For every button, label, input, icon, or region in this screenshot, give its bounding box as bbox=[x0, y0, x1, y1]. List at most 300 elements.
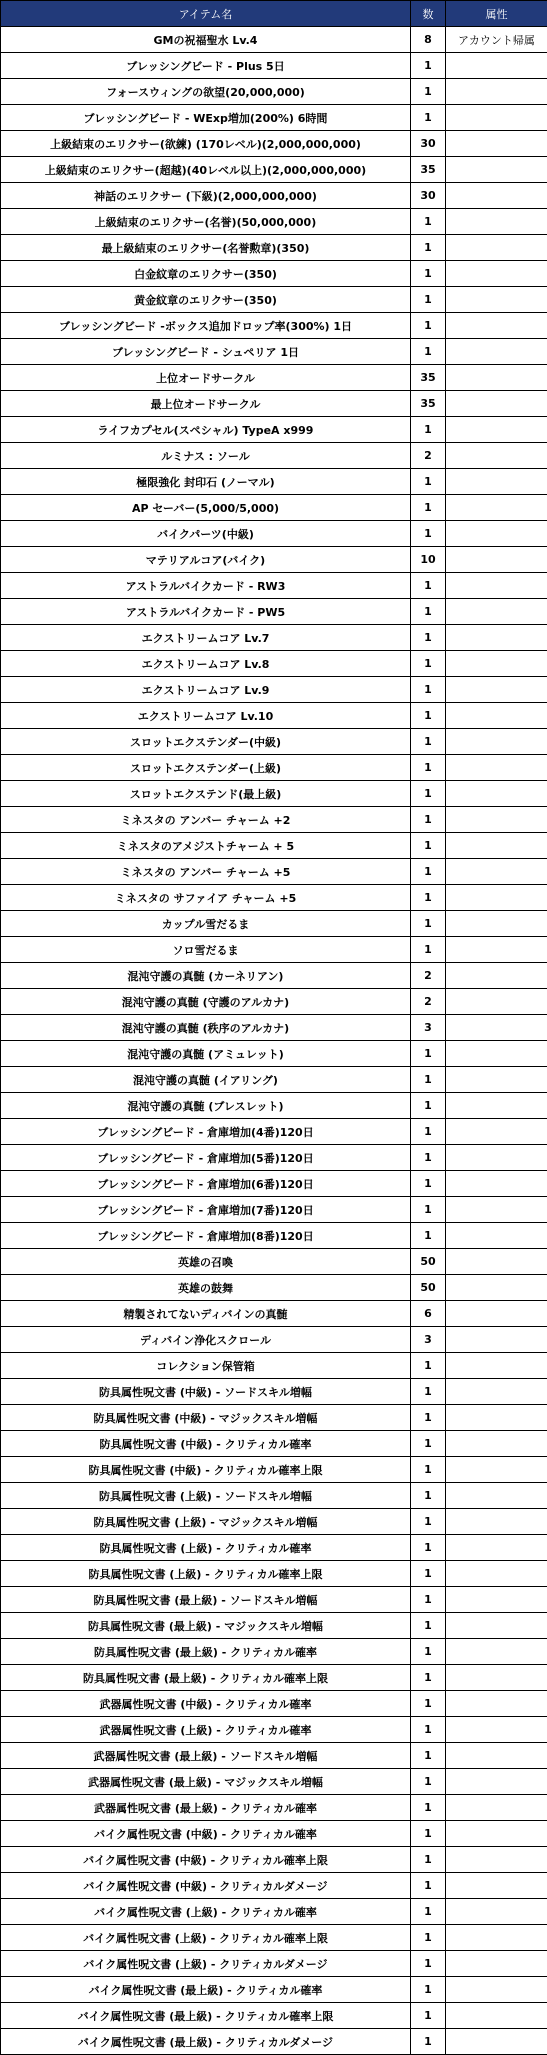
quantity-cell: 1 bbox=[411, 807, 446, 833]
item-name-cell: ブレッシングビード - 倉庫増加(8番)120日 bbox=[1, 1223, 411, 1249]
table-row bbox=[1, 885, 547, 911]
quantity-cell: 1 bbox=[411, 2029, 446, 2055]
quantity-cell: 1 bbox=[411, 781, 446, 807]
attribute-cell bbox=[446, 1327, 547, 1353]
item-name-cell: バイクパーツ(中級) bbox=[1, 521, 411, 547]
attribute-cell bbox=[446, 391, 547, 417]
quantity-cell: 1 bbox=[411, 209, 446, 235]
item-name-cell: ブレッシングビード - 倉庫増加(6番)120日 bbox=[1, 1171, 411, 1197]
attribute-cell bbox=[446, 703, 547, 729]
table-row bbox=[1, 1197, 547, 1223]
table-row bbox=[1, 1457, 547, 1483]
attribute-cell bbox=[446, 1275, 547, 1301]
item-name-cell: 武器属性呪文書 (中級) - クリティカル確率 bbox=[1, 1691, 411, 1717]
quantity-cell: 1 bbox=[411, 729, 446, 755]
quantity-cell: 1 bbox=[411, 1353, 446, 1379]
item-name-cell: バイク属性呪文書 (中級) - クリティカル確率 bbox=[1, 1821, 411, 1847]
quantity-cell: 35 bbox=[411, 391, 446, 417]
quantity-cell: 1 bbox=[411, 859, 446, 885]
item-name-cell: ブレッシングビード -ボックス追加ドロップ率(300%) 1日 bbox=[1, 313, 411, 339]
attribute-cell bbox=[446, 807, 547, 833]
attribute-cell bbox=[446, 1847, 547, 1873]
attribute-cell bbox=[446, 417, 547, 443]
quantity-cell: 1 bbox=[411, 1977, 446, 2003]
quantity-cell: 1 bbox=[411, 1041, 446, 1067]
attribute-cell bbox=[446, 209, 547, 235]
table-row bbox=[1, 313, 547, 339]
quantity-cell: 3 bbox=[411, 1015, 446, 1041]
item-name-cell: エクストリームコア Lv.8 bbox=[1, 651, 411, 677]
quantity-cell: 1 bbox=[411, 1899, 446, 1925]
quantity-cell: 1 bbox=[411, 1639, 446, 1665]
table-row bbox=[1, 1613, 547, 1639]
item-name-cell: 武器属性呪文書 (上級) - クリティカル確率 bbox=[1, 1717, 411, 1743]
item-name-cell: 神話のエリクサー (下級)(2,000,000,000) bbox=[1, 183, 411, 209]
column-header-attribute: 属性 bbox=[446, 1, 547, 27]
quantity-cell: 1 bbox=[411, 937, 446, 963]
table-row bbox=[1, 1119, 547, 1145]
item-name-cell: バイク属性呪文書 (中級) - クリティカルダメージ bbox=[1, 1873, 411, 1899]
attribute-cell bbox=[446, 1119, 547, 1145]
table-row bbox=[1, 1847, 547, 1873]
table-row bbox=[1, 1561, 547, 1587]
attribute-cell bbox=[446, 495, 547, 521]
quantity-cell: 1 bbox=[411, 755, 446, 781]
table-row bbox=[1, 235, 547, 261]
quantity-cell: 35 bbox=[411, 365, 446, 391]
quantity-cell: 1 bbox=[411, 1613, 446, 1639]
attribute-cell bbox=[446, 443, 547, 469]
item-name-cell: 武器属性呪文書 (最上級) - クリティカル確率 bbox=[1, 1795, 411, 1821]
attribute-cell bbox=[446, 469, 547, 495]
attribute-cell bbox=[446, 1431, 547, 1457]
item-name-cell: ブレッシングビード - Plus 5日 bbox=[1, 53, 411, 79]
attribute-cell bbox=[446, 1665, 547, 1691]
attribute-cell bbox=[446, 1769, 547, 1795]
item-name-cell: 武器属性呪文書 (最上級) - マジックスキル増幅 bbox=[1, 1769, 411, 1795]
table-row bbox=[1, 1145, 547, 1171]
table-row bbox=[1, 1431, 547, 1457]
table-row bbox=[1, 1405, 547, 1431]
attribute-cell bbox=[446, 1821, 547, 1847]
table-row bbox=[1, 547, 547, 573]
quantity-cell: 50 bbox=[411, 1249, 446, 1275]
quantity-cell: 8 bbox=[411, 27, 446, 53]
attribute-cell bbox=[446, 911, 547, 937]
attribute-cell bbox=[446, 365, 547, 391]
attribute-cell bbox=[446, 261, 547, 287]
item-name-cell: ソロ雪だるま bbox=[1, 937, 411, 963]
table-row bbox=[1, 105, 547, 131]
item-name-cell: カップル雪だるま bbox=[1, 911, 411, 937]
item-name-cell: 英雄の召喚 bbox=[1, 1249, 411, 1275]
table-row bbox=[1, 1717, 547, 1743]
quantity-cell: 1 bbox=[411, 1873, 446, 1899]
table-row bbox=[1, 1769, 547, 1795]
item-name-cell: 防具属性呪文書 (中級) - クリティカル確率上限 bbox=[1, 1457, 411, 1483]
table-row bbox=[1, 1587, 547, 1613]
table-row bbox=[1, 1639, 547, 1665]
table-header-row bbox=[1, 1, 547, 27]
item-name-cell: 英雄の鼓舞 bbox=[1, 1275, 411, 1301]
item-name-cell: 最上級結束のエリクサー(名誉勲章)(350) bbox=[1, 235, 411, 261]
table-row bbox=[1, 1509, 547, 1535]
item-name-cell: 混沌守護の真髄 (秩序のアルカナ) bbox=[1, 1015, 411, 1041]
table-row bbox=[1, 1327, 547, 1353]
quantity-cell: 1 bbox=[411, 1431, 446, 1457]
item-name-cell: ブレッシングビード - 倉庫増加(7番)120日 bbox=[1, 1197, 411, 1223]
quantity-cell: 1 bbox=[411, 1223, 446, 1249]
attribute-cell bbox=[446, 1067, 547, 1093]
quantity-cell: 1 bbox=[411, 1067, 446, 1093]
quantity-cell: 1 bbox=[411, 1197, 446, 1223]
item-name-cell: ブレッシングビード - 倉庫増加(4番)120日 bbox=[1, 1119, 411, 1145]
quantity-cell: 1 bbox=[411, 1509, 446, 1535]
table-row bbox=[1, 157, 547, 183]
attribute-cell bbox=[446, 235, 547, 261]
attribute-cell bbox=[446, 1093, 547, 1119]
quantity-cell: 1 bbox=[411, 53, 446, 79]
attribute-cell bbox=[446, 1379, 547, 1405]
quantity-cell: 1 bbox=[411, 469, 446, 495]
table-row bbox=[1, 1041, 547, 1067]
quantity-cell: 1 bbox=[411, 1483, 446, 1509]
attribute-cell bbox=[446, 677, 547, 703]
table-row bbox=[1, 703, 547, 729]
attribute-cell bbox=[446, 781, 547, 807]
attribute-cell bbox=[446, 1691, 547, 1717]
item-name-cell: マテリアルコア(バイク) bbox=[1, 547, 411, 573]
item-name-cell: バイク属性呪文書 (上級) - クリティカル確率上限 bbox=[1, 1925, 411, 1951]
item-name-cell: 防具属性呪文書 (中級) - クリティカル確率 bbox=[1, 1431, 411, 1457]
attribute-cell bbox=[446, 729, 547, 755]
item-name-cell: 防具属性呪文書 (上級) - クリティカル確率上限 bbox=[1, 1561, 411, 1587]
item-name-cell: フォースウィングの欲望(20,000,000) bbox=[1, 79, 411, 105]
quantity-cell: 1 bbox=[411, 1743, 446, 1769]
attribute-cell bbox=[446, 1561, 547, 1587]
quantity-cell: 1 bbox=[411, 833, 446, 859]
item-name-cell: 上位オードサークル bbox=[1, 365, 411, 391]
table-row bbox=[1, 1483, 547, 1509]
table-row bbox=[1, 1093, 547, 1119]
attribute-cell bbox=[446, 339, 547, 365]
quantity-cell: 3 bbox=[411, 1327, 446, 1353]
quantity-cell: 1 bbox=[411, 79, 446, 105]
table-row bbox=[1, 911, 547, 937]
item-name-cell: 防具属性呪文書 (最上級) - クリティカル確率 bbox=[1, 1639, 411, 1665]
quantity-cell: 30 bbox=[411, 183, 446, 209]
quantity-cell: 1 bbox=[411, 105, 446, 131]
item-name-cell: AP セーバー(5,000/5,000) bbox=[1, 495, 411, 521]
item-name-cell: ブレッシングビード - WExp増加(200%) 6時間 bbox=[1, 105, 411, 131]
table-row bbox=[1, 261, 547, 287]
table-row bbox=[1, 1015, 547, 1041]
attribute-cell bbox=[446, 1977, 547, 2003]
attribute-cell bbox=[446, 1613, 547, 1639]
quantity-cell: 50 bbox=[411, 1275, 446, 1301]
item-name-cell: アストラルバイクカード - RW3 bbox=[1, 573, 411, 599]
attribute-cell bbox=[446, 1223, 547, 1249]
attribute-cell bbox=[446, 547, 547, 573]
item-name-cell: 黄金紋章のエリクサー(350) bbox=[1, 287, 411, 313]
table-row bbox=[1, 1873, 547, 1899]
attribute-cell bbox=[446, 1197, 547, 1223]
item-name-cell: ディバイン浄化スクロール bbox=[1, 1327, 411, 1353]
attribute-cell bbox=[446, 833, 547, 859]
quantity-cell: 1 bbox=[411, 1717, 446, 1743]
attribute-cell bbox=[446, 1405, 547, 1431]
quantity-cell: 1 bbox=[411, 313, 446, 339]
table-row bbox=[1, 469, 547, 495]
quantity-cell: 1 bbox=[411, 1405, 446, 1431]
attribute-cell bbox=[446, 2003, 547, 2029]
quantity-cell: 1 bbox=[411, 235, 446, 261]
item-name-cell: エクストリームコア Lv.7 bbox=[1, 625, 411, 651]
table-body bbox=[1, 27, 547, 2055]
attribute-cell bbox=[446, 1873, 547, 1899]
item-name-cell: 防具属性呪文書 (中級) - ソードスキル増幅 bbox=[1, 1379, 411, 1405]
item-name-cell: スロットエクステンダー(上級) bbox=[1, 755, 411, 781]
attribute-cell bbox=[446, 313, 547, 339]
attribute-cell bbox=[446, 989, 547, 1015]
quantity-cell: 1 bbox=[411, 911, 446, 937]
table-row bbox=[1, 339, 547, 365]
attribute-cell bbox=[446, 937, 547, 963]
table-row bbox=[1, 755, 547, 781]
table-row bbox=[1, 573, 547, 599]
table-row bbox=[1, 625, 547, 651]
item-name-cell: 上級結束のエリクサー(名誉)(50,000,000) bbox=[1, 209, 411, 235]
item-name-cell: 混沌守護の真髄 (ブレスレット) bbox=[1, 1093, 411, 1119]
item-name-cell: 混沌守護の真髄 (守護のアルカナ) bbox=[1, 989, 411, 1015]
attribute-cell: アカウント帰属 bbox=[446, 27, 547, 53]
item-name-cell: 極限強化 封印石 (ノーマル) bbox=[1, 469, 411, 495]
item-name-cell: コレクション保管箱 bbox=[1, 1353, 411, 1379]
attribute-cell bbox=[446, 1353, 547, 1379]
attribute-cell bbox=[446, 521, 547, 547]
attribute-cell bbox=[446, 1457, 547, 1483]
quantity-cell: 6 bbox=[411, 1301, 446, 1327]
table-row bbox=[1, 937, 547, 963]
table-row bbox=[1, 2003, 547, 2029]
attribute-cell bbox=[446, 2029, 547, 2055]
item-name-cell: 防具属性呪文書 (最上級) - ソードスキル増幅 bbox=[1, 1587, 411, 1613]
attribute-cell bbox=[446, 651, 547, 677]
attribute-cell bbox=[446, 1015, 547, 1041]
attribute-cell bbox=[446, 1535, 547, 1561]
quantity-cell: 2 bbox=[411, 989, 446, 1015]
attribute-cell bbox=[446, 1925, 547, 1951]
quantity-cell: 1 bbox=[411, 1769, 446, 1795]
item-name-cell: 防具属性呪文書 (中級) - マジックスキル増幅 bbox=[1, 1405, 411, 1431]
quantity-cell: 30 bbox=[411, 131, 446, 157]
quantity-cell: 1 bbox=[411, 573, 446, 599]
quantity-cell: 1 bbox=[411, 651, 446, 677]
quantity-cell: 1 bbox=[411, 1561, 446, 1587]
item-name-cell: ルミナス : ソール bbox=[1, 443, 411, 469]
quantity-cell: 1 bbox=[411, 625, 446, 651]
quantity-cell: 1 bbox=[411, 1691, 446, 1717]
item-name-cell: スロットエクステンダー(中級) bbox=[1, 729, 411, 755]
quantity-cell: 1 bbox=[411, 1821, 446, 1847]
attribute-cell bbox=[446, 963, 547, 989]
table-row bbox=[1, 1951, 547, 1977]
attribute-cell bbox=[446, 573, 547, 599]
attribute-cell bbox=[446, 885, 547, 911]
table-row bbox=[1, 1275, 547, 1301]
table-row bbox=[1, 1379, 547, 1405]
column-header-item-name: アイテム名 bbox=[1, 1, 411, 27]
attribute-cell bbox=[446, 1717, 547, 1743]
attribute-cell bbox=[446, 1171, 547, 1197]
item-name-cell: 防具属性呪文書 (最上級) - クリティカル確率上限 bbox=[1, 1665, 411, 1691]
quantity-cell: 1 bbox=[411, 339, 446, 365]
quantity-cell: 1 bbox=[411, 1925, 446, 1951]
quantity-cell: 1 bbox=[411, 677, 446, 703]
item-name-cell: 武器属性呪文書 (最上級) - ソードスキル増幅 bbox=[1, 1743, 411, 1769]
attribute-cell bbox=[446, 1483, 547, 1509]
item-name-cell: バイク属性呪文書 (最上級) - クリティカル確率上限 bbox=[1, 2003, 411, 2029]
quantity-cell: 1 bbox=[411, 1457, 446, 1483]
table-row bbox=[1, 729, 547, 755]
table-row bbox=[1, 53, 547, 79]
attribute-cell bbox=[446, 105, 547, 131]
attribute-cell bbox=[446, 287, 547, 313]
quantity-cell: 1 bbox=[411, 1145, 446, 1171]
quantity-cell: 1 bbox=[411, 495, 446, 521]
attribute-cell bbox=[446, 625, 547, 651]
attribute-cell bbox=[446, 1249, 547, 1275]
item-name-cell: 上級結束のエリクサー(欲練) (170レベル)(2,000,000,000) bbox=[1, 131, 411, 157]
item-name-cell: アストラルバイクカード - PW5 bbox=[1, 599, 411, 625]
attribute-cell bbox=[446, 79, 547, 105]
attribute-cell bbox=[446, 1145, 547, 1171]
table-row bbox=[1, 1171, 547, 1197]
quantity-cell: 35 bbox=[411, 157, 446, 183]
table-row bbox=[1, 209, 547, 235]
table-row bbox=[1, 1977, 547, 2003]
attribute-cell bbox=[446, 1639, 547, 1665]
quantity-cell: 1 bbox=[411, 521, 446, 547]
table-row bbox=[1, 443, 547, 469]
quantity-cell: 10 bbox=[411, 547, 446, 573]
quantity-cell: 1 bbox=[411, 1379, 446, 1405]
table-row bbox=[1, 417, 547, 443]
table-row bbox=[1, 599, 547, 625]
table-row bbox=[1, 1925, 547, 1951]
item-name-cell: ミネスタの アンバー チャーム +5 bbox=[1, 859, 411, 885]
table-row bbox=[1, 1899, 547, 1925]
table-row bbox=[1, 27, 547, 53]
item-name-cell: 上級結束のエリクサー(超越)(40レベル以上)(2,000,000,000) bbox=[1, 157, 411, 183]
quantity-cell: 1 bbox=[411, 1665, 446, 1691]
attribute-cell bbox=[446, 1301, 547, 1327]
item-name-cell: スロットエクステンド(最上級) bbox=[1, 781, 411, 807]
item-name-cell: 防具属性呪文書 (上級) - クリティカル確率 bbox=[1, 1535, 411, 1561]
table-row bbox=[1, 521, 547, 547]
quantity-cell: 1 bbox=[411, 599, 446, 625]
quantity-cell: 2 bbox=[411, 443, 446, 469]
table-row bbox=[1, 677, 547, 703]
item-name-cell: ミネスタの アンバー チャーム +2 bbox=[1, 807, 411, 833]
item-name-cell: 精製されてないディバインの真髄 bbox=[1, 1301, 411, 1327]
attribute-cell bbox=[446, 157, 547, 183]
attribute-cell bbox=[446, 755, 547, 781]
item-name-cell: 防具属性呪文書 (上級) - マジックスキル増幅 bbox=[1, 1509, 411, 1535]
table-row bbox=[1, 1821, 547, 1847]
item-name-cell: ブレッシングビード - 倉庫増加(5番)120日 bbox=[1, 1145, 411, 1171]
quantity-cell: 1 bbox=[411, 1535, 446, 1561]
table-row bbox=[1, 183, 547, 209]
item-name-cell: バイク属性呪文書 (中級) - クリティカル確率上限 bbox=[1, 1847, 411, 1873]
quantity-cell: 1 bbox=[411, 1587, 446, 1613]
attribute-cell bbox=[446, 1951, 547, 1977]
table-row bbox=[1, 391, 547, 417]
quantity-cell: 1 bbox=[411, 1847, 446, 1873]
table-row bbox=[1, 1665, 547, 1691]
table-row bbox=[1, 1535, 547, 1561]
quantity-cell: 1 bbox=[411, 2003, 446, 2029]
quantity-cell: 1 bbox=[411, 1951, 446, 1977]
table-row bbox=[1, 287, 547, 313]
attribute-cell bbox=[446, 1899, 547, 1925]
item-name-cell: バイク属性呪文書 (最上級) - クリティカルダメージ bbox=[1, 2029, 411, 2055]
attribute-cell bbox=[446, 131, 547, 157]
attribute-cell bbox=[446, 1743, 547, 1769]
attribute-cell bbox=[446, 1041, 547, 1067]
attribute-cell bbox=[446, 53, 547, 79]
item-name-cell: 防具属性呪文書 (最上級) - マジックスキル増幅 bbox=[1, 1613, 411, 1639]
table-row bbox=[1, 807, 547, 833]
table-row bbox=[1, 651, 547, 677]
table-row bbox=[1, 781, 547, 807]
item-name-cell: ミネスタの サファイア チャーム +5 bbox=[1, 885, 411, 911]
quantity-cell: 2 bbox=[411, 963, 446, 989]
item-name-cell: ブレッシングビード - シュペリア 1日 bbox=[1, 339, 411, 365]
table-row bbox=[1, 1067, 547, 1093]
quantity-cell: 1 bbox=[411, 287, 446, 313]
item-name-cell: エクストリームコア Lv.9 bbox=[1, 677, 411, 703]
item-name-cell: 混沌守護の真髄 (イアリング) bbox=[1, 1067, 411, 1093]
quantity-cell: 1 bbox=[411, 885, 446, 911]
table-row bbox=[1, 859, 547, 885]
quantity-cell: 1 bbox=[411, 1119, 446, 1145]
table-row bbox=[1, 2029, 547, 2055]
attribute-cell bbox=[446, 183, 547, 209]
item-name-cell: 白金紋章のエリクサー(350) bbox=[1, 261, 411, 287]
table-row bbox=[1, 989, 547, 1015]
attribute-cell bbox=[446, 859, 547, 885]
item-name-cell: GMの祝福聖水 Lv.4 bbox=[1, 27, 411, 53]
table-row bbox=[1, 1301, 547, 1327]
item-name-cell: バイク属性呪文書 (上級) - クリティカルダメージ bbox=[1, 1951, 411, 1977]
item-name-cell: バイク属性呪文書 (上級) - クリティカル確率 bbox=[1, 1899, 411, 1925]
attribute-cell bbox=[446, 1509, 547, 1535]
item-name-cell: ライフカプセル(スペシャル) TypeA x999 bbox=[1, 417, 411, 443]
table-row bbox=[1, 1353, 547, 1379]
attribute-cell bbox=[446, 1795, 547, 1821]
item-name-cell: エクストリームコア Lv.10 bbox=[1, 703, 411, 729]
table-row bbox=[1, 1223, 547, 1249]
table-row bbox=[1, 963, 547, 989]
quantity-cell: 1 bbox=[411, 261, 446, 287]
table-row bbox=[1, 131, 547, 157]
item-name-cell: 防具属性呪文書 (上級) - ソードスキル増幅 bbox=[1, 1483, 411, 1509]
table-row bbox=[1, 365, 547, 391]
table-row bbox=[1, 1249, 547, 1275]
quantity-cell: 1 bbox=[411, 1093, 446, 1119]
table-row bbox=[1, 1691, 547, 1717]
